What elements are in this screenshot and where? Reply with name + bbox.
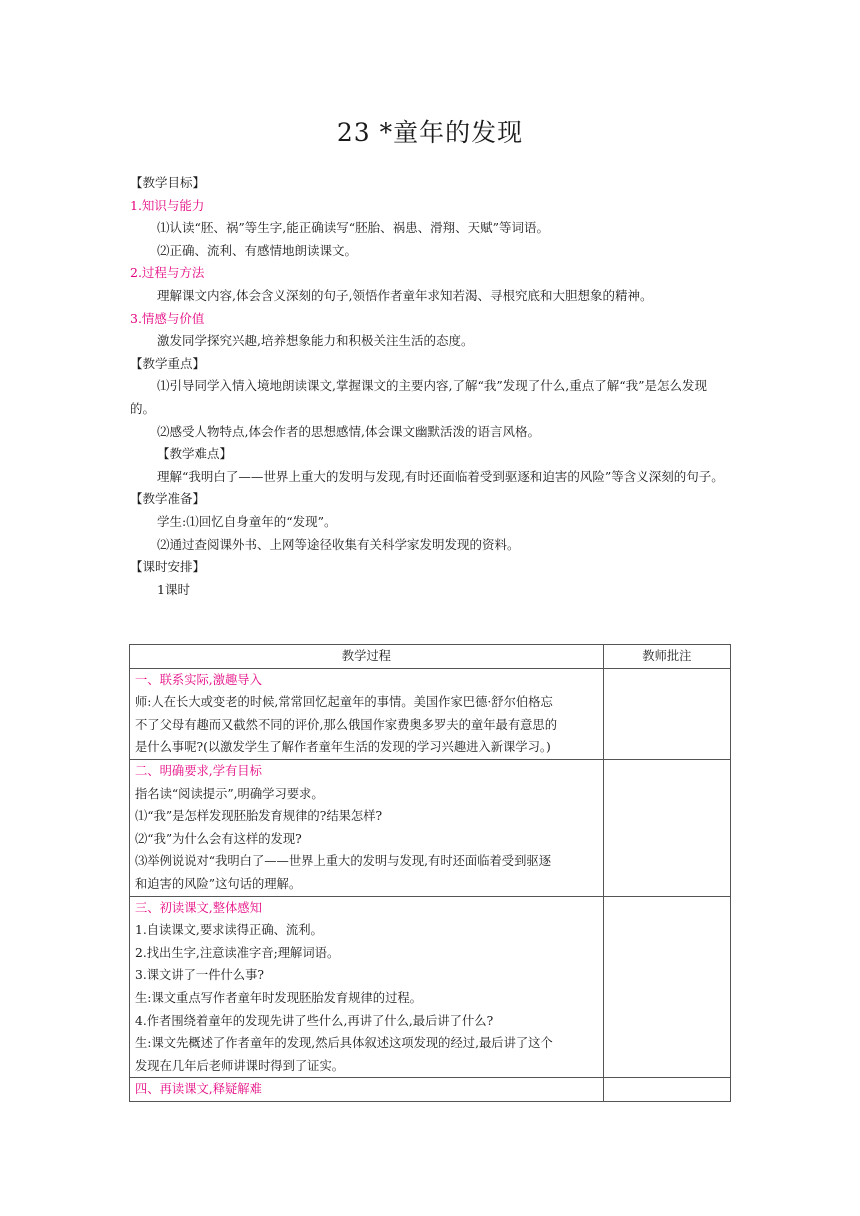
process-cell [130,1078,604,1102]
teacher-notes-cell [603,896,730,1078]
section-heading: 【教学目标】 [130,175,206,190]
step-line: ⑵“我”为什么会有这样的发现? [135,831,302,846]
step-line: 和迫害的风险”这句话的理解。 [135,876,302,891]
step-line: 生:课文先概述了作者童年的发现,然后具体叙述这项发现的经过,最后讲了这个 [135,1036,553,1051]
body-line: 理解课文内容,体会含义深刻的句子,领悟作者童年求知若渴、寻根究底和大胆想象的精神。 [157,287,653,303]
body-line: ⑵正确、流利、有感情地朗读课文。 [157,242,358,258]
page-title: 23 *童年的发现 [336,118,524,147]
body-line: ⑵感受人物特点,体会作者的思想感情,体会课文幽默活泼的语言风格。 [157,423,540,439]
table-header-row [130,645,731,669]
table-row [130,759,731,896]
section-heading: 【教学重点】 [130,355,206,371]
process-cell [130,759,604,896]
teaching-process-table [129,644,731,1102]
step-line: 4.作者围绕着童年的发现先讲了些什么,再讲了什么,最后讲了什么? [135,1013,494,1028]
step-line: 是什么事呢?(以激发学生了解作者童年生活的发现的学习兴趣进入新课学习。) [135,740,551,755]
body-line: 【教学难点】 [157,446,233,462]
process-cell [130,668,604,759]
step-heading: 一、联系实际,激趣导入 [135,672,262,687]
step-line: 生:课文重点写作者童年时发现胚胎发育规律的过程。 [135,990,422,1005]
step-line: 3.课文讲了一件什么事? [135,968,264,983]
step-line: 不了父母有趣而又截然不同的评价,那么俄国作家费奥多罗夫的童年最有意思的 [135,717,558,732]
section-subheading: 3.情感与价值 [130,310,205,326]
teacher-notes-cell [603,668,730,759]
step-heading: 二、明确要求,学有目标 [135,763,262,778]
header-teacher-notes: 教师批注 [603,645,730,669]
process-cell [130,896,604,1078]
step-line: 2.找出生字,注意读准字音;理解词语。 [135,945,340,960]
body-line: 学生:⑴回忆自身童年的“发现”。 [157,513,337,529]
lesson-plan-body [130,172,730,601]
body-line: 1课时 [157,581,190,597]
teacher-notes-cell [603,759,730,896]
body-line: ⑵通过查阅课外书、上网等途径收集有关科学家发明发现的资料。 [157,536,520,552]
section-subheading: 2.过程与方法 [130,265,205,281]
body-line: 激发同学探究兴趣,培养想象能力和积极关注生活的态度。 [157,333,474,349]
body-line: ⑴引导同学入情入境地朗读课文,掌握课文的主要内容,了解“我”发现了什么,重点了解“我”是怎么发现的。 [130,378,707,416]
step-line: 指名读“阅读提示”,明确学习要求。 [135,786,324,801]
step-heading: 三、初读课文,整体感知 [135,900,262,915]
section-subheading: 1.知识与能力 [130,197,205,213]
step-line: ⑶举例说说对“我明白了——世界上重大的发明与发现,有时还面临着受到驱逐 [135,854,551,869]
step-heading: 四、再读课文,释疑解难 [135,1082,262,1097]
teacher-notes-cell [603,1078,730,1102]
body-line: ⑴认读“胚、祸”等生字,能正确读写“胚胎、祸患、滑翔、天赋”等词语。 [157,220,550,236]
table-row [130,668,731,759]
table-row [130,1078,731,1102]
step-line: ⑴“我”是怎样发现胚胎发育规律的?结果怎样? [135,809,383,824]
body-line: 理解“我明白了——世界上重大的发明与发现,有时还面临着受到驱逐和迫害的风险”等含义深刻的句子。 [157,468,724,484]
step-line: 发现在几年后老师讲课时得到了证实。 [135,1058,345,1073]
table-row [130,896,731,1078]
section-heading: 【课时安排】 [130,559,206,575]
header-teaching-process: 教学过程 [130,645,604,669]
section-heading: 【教学准备】 [130,491,206,507]
step-line: 1.自读课文,要求读得正确、流利。 [135,923,323,938]
step-line: 师:人在长大或变老的时候,常常回忆起童年的事情。美国作家巴德·舒尔伯格忘 [135,695,553,710]
